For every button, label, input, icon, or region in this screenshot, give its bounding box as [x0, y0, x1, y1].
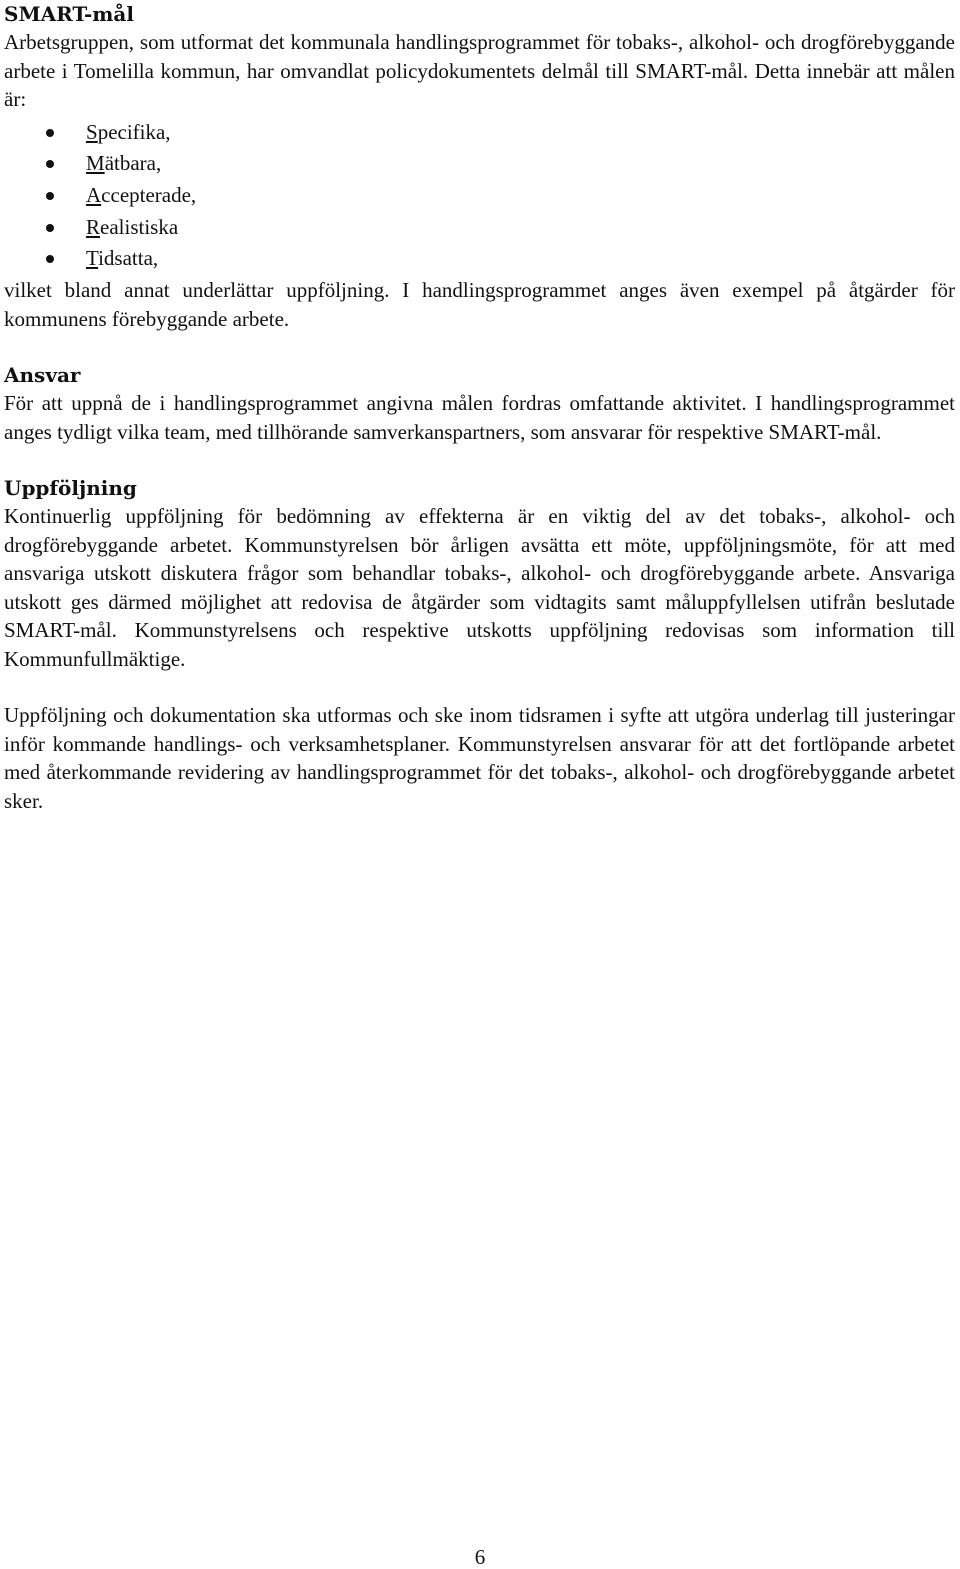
bullet-icon — [46, 224, 54, 232]
smart-criteria-list — [4, 117, 955, 276]
uppfoljning-heading: Uppföljning — [4, 476, 137, 501]
bullet-icon — [46, 255, 54, 263]
list-item: Specifika, — [4, 117, 955, 149]
list-item: Tidsatta, — [4, 243, 955, 275]
smart-heading: SMART-mål — [4, 2, 134, 26]
ansvar-heading: Ansvar — [4, 363, 81, 388]
document-page — [4, 0, 955, 815]
bullet-icon — [46, 192, 54, 200]
bullet-icon — [46, 160, 54, 168]
uppfoljning-paragraph-2: Uppföljning och dokumentation ska utformas och ske inom tidsramen i syfte att utgöra underlag till justeringar inför kommande handlings- och verksamhetsplaner. Kommunstyrelsen ansvarar för att det fortlöpande arbetet med återkommande revidering av handlingsprogrammet för det tobaks-, alkohol- och drogförebyggande arbetet sker. — [4, 703, 955, 813]
ansvar-paragraph: För att uppnå de i handlingsprogrammet angivna målen fordras omfattande aktivitet. I handlingsprogrammet anges tydligt vilka team, med tillhörande samverkanspartners, som ansvarar för respektive SMART-mål. — [4, 391, 955, 444]
list-item: Accepterade, — [4, 180, 955, 212]
list-item: Mätbara, — [4, 148, 955, 180]
uppfoljning-paragraph-1: Kontinuerlig uppföljning för bedömning av effekterna är en viktig del av det tobaks-, alkohol- och drogförebyggande arbetet. Kommunstyrelsen bör årligen avsätta ett möte, uppföljningsmöte, för att med ansvariga utskott diskutera frågor som behandlar tobaks-, alkohol- och drogförebyggande arbete. Ansvariga utskott ges därmed möjlighet att redovisa de åtgärder som vidtagits samt måluppfyllelsen utifrån beslutade SMART-mål. Kommunstyrelsens och respektive utskotts uppföljning redovisas som information till Kommunfullmäktige. — [4, 504, 955, 671]
bullet-icon — [46, 129, 54, 137]
smart-after-list-paragraph: vilket bland annat underlättar uppföljning. I handlingsprogrammet anges även exempel på åtgärder för kommunens förebyggande arbete. — [4, 278, 955, 331]
page-number: 6 — [474, 1545, 486, 1569]
smart-intro-paragraph: Arbetsgruppen, som utformat det kommunala handlingsprogrammet för tobaks-, alkohol- och drogförebyggande arbete i Tomelilla kommun, har omvandlat policydokumentets delmål till SMART-mål. Detta innebär att målen är: — [4, 30, 955, 111]
list-item: Realistiska — [4, 212, 955, 244]
